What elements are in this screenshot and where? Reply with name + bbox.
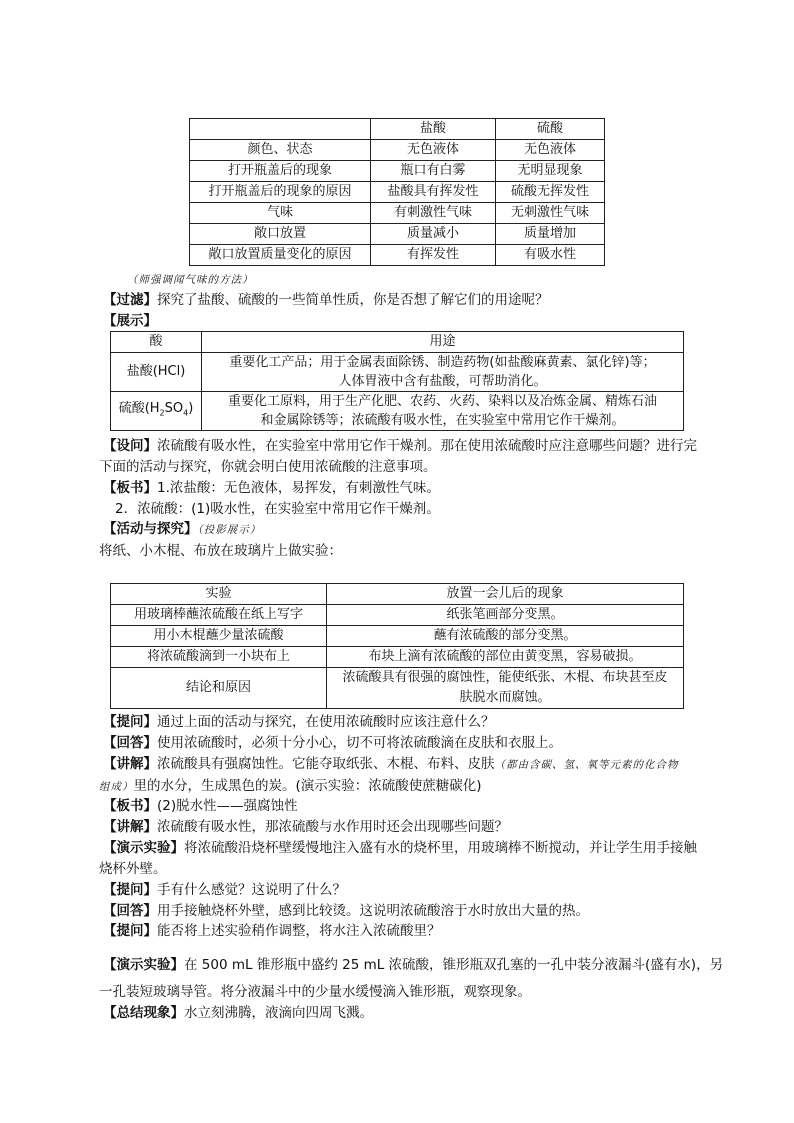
jiangjie1-paragraph [103,754,679,775]
table-cell: 无明显现象 [496,161,605,182]
table-cell: 气味 [190,203,371,224]
table-cell: 有挥发性 [371,245,496,266]
table-cell: 用小木棍蘸少量浓硫酸 [111,626,327,647]
table3-header-phenomenon: 放置一会儿后的现象 [327,584,684,605]
table-row [190,161,605,182]
table-cell: 瓶口有白雾 [371,161,496,182]
jiangjie-text: 浓硫酸具有强腐蚀性。它能夺取纸张、木棍、布料、皮肤 [157,756,495,772]
table3-header-experiment: 实验 [111,584,327,605]
yanshi-text: 在 500 mL 锥形瓶中盛约 25 mL 浓硫酸，锥形瓶双孔塞的一孔中装分液漏斗(盛有水)，另 [184,957,724,973]
table-cell [202,353,684,392]
acid-name: SO [164,400,184,416]
jiangjie-tag: 【讲解】 [103,819,157,835]
zongjie-paragraph [103,1003,373,1023]
zongjie-text: 水立刻沸腾，液滴向四周飞溅。 [184,1005,373,1021]
tiwen-tag: 【提问】 [103,882,157,898]
table1-header-hcl: 盐酸 [371,119,496,140]
table-row [190,140,605,161]
jiangjie-text: 浓硫酸有吸水性，那浓硫酸与水作用时还会出现哪些问题？ [157,819,508,835]
banshu-tag: 【板书】 [103,798,157,814]
guolv-text: 探究了盐酸、硫酸的一些简单性质，你是否想了解它们的用途呢？ [157,292,549,308]
sheju-paragraph [103,436,697,456]
zhanshi-paragraph [103,311,157,331]
yanshi1-text-2: 烧杯外壁。 [99,861,167,877]
table-row [190,182,605,203]
tiwen-text: 手有什么感觉？这说明了什么？ [157,882,346,898]
table-row [190,224,605,245]
table-cell [327,668,684,709]
table-row [190,245,605,266]
table-cell: 颜色、状态 [190,140,371,161]
jiangjie-text-2: 里的水分，生成黑色的炭。(演示实验：浓硫酸使蔗糖碳化) [133,778,482,794]
use-text: 重要化工产品；用于金属表面除锈、制造药物(如盐酸麻黄素、氯化锌)等； [229,355,656,370]
acid-name: 硫酸(H [118,400,160,416]
table-cell: 用玻璃棒蘸浓硫酸在纸上写字 [111,605,327,626]
yanshi1-paragraph [103,838,697,858]
jiangjie-tag: 【讲解】 [103,756,157,772]
table2-header-use: 用途 [202,332,684,353]
table-row [111,626,684,647]
zongjie-tag: 【总结现象】 [103,1005,184,1021]
table-cell: 质量减小 [371,224,496,245]
subscript: 4 [183,408,189,418]
yanshi2-text-2: 一孔装短玻璃导管。将分液漏斗中的少量水缓慢滴入锥形瓶，观察现象。 [99,984,531,1000]
jiangjie-note-2: 组成） [99,781,134,793]
table-cell: 硫酸无挥发性 [496,182,605,203]
yanshi-text: 将浓硫酸沿烧杯壁缓慢地注入盛有水的烧杯里，用玻璃棒不断搅动，并让学生用手接触 [184,840,697,856]
tiwen-text: 能否将上述实验稍作调整，将水注入浓硫酸里？ [157,923,441,939]
table-cell: 有吸水性 [496,245,605,266]
table2-header-acid: 酸 [111,332,202,353]
guolv-tag: 【过滤】 [103,292,157,308]
sheju-text: 浓硫酸有吸水性，在实验室中常用它作干燥剂。那在使用浓硫酸时应注意哪些问题？进行完 [157,438,697,454]
table-row [111,392,684,431]
conclusion-text: 肤脱水而腐蚀。 [459,690,551,705]
table-cell: 布块上滴有浓硫酸的部位由黄变黑，容易破损。 [327,647,684,668]
table1-header-blank [190,119,371,140]
table-cell: 打开瓶盖后的现象 [190,161,371,182]
tiwen-tag: 【提问】 [103,923,157,939]
banshu2-paragraph [103,796,298,816]
teacher-note: （师强调闻气味的方法） [127,274,254,286]
sheju-tag: 【设问】 [103,438,157,454]
use-text: 人体胃液中含有盐酸，可帮助消化。 [338,374,547,389]
guolv-paragraph [103,290,549,310]
table1-header-h2so4: 硫酸 [496,119,605,140]
table-cell: 敞口放置 [190,224,371,245]
table-row [111,353,684,392]
table-row [111,647,684,668]
jiangjie1-line2 [99,776,482,797]
tiwen2-paragraph [103,880,346,900]
table-row [190,203,605,224]
zhanshi-tag: 【展示】 [103,313,157,329]
uses-table [110,331,684,431]
huida-text: 用手接触烧杯外壁，感到比较烫。这说明浓硫酸溶于水时放出大量的热。 [157,903,589,919]
table-cell: 有刺激性气味 [371,203,496,224]
huodong-tag: 【活动与探究】 [103,521,198,537]
tiwen-tag: 【提问】 [103,714,157,730]
table-cell: 打开瓶盖后的现象的原因 [190,182,371,203]
huida-tag: 【回答】 [103,735,157,751]
experiment-table [110,583,684,709]
table-cell [111,392,202,431]
tiwen-text: 通过上面的活动与探究，在使用浓硫酸时应该注意什么？ [157,714,495,730]
banshu1b-text: 2．浓硫酸：(1)吸水性，在实验室中常用它作干燥剂。 [115,501,440,517]
comparison-table [189,118,605,266]
table-cell [202,392,684,431]
huodong-note: （投影展示） [197,524,262,536]
table-cell: 将浓硫酸滴到一小块布上 [111,647,327,668]
conclusion-text: 浓硫酸具有很强的腐蚀性，能使纸张、木棍、布块甚至皮 [342,670,668,685]
jiangjie-note: （都由含碳、氢、氧等元素的化合物 [494,759,679,771]
tiwen1-paragraph [103,712,495,732]
tiwen3-paragraph [103,921,441,941]
jiangjie2-paragraph [103,817,508,837]
table-cell: 盐酸具有挥发性 [371,182,496,203]
yanshi2-paragraph [103,955,723,975]
huida-text: 使用浓硫酸时，必须十分小心，切不可将浓硫酸滴在皮肤和衣服上。 [157,735,562,751]
table-cell: 结论和原因 [111,668,327,709]
table-cell: 无色液体 [371,140,496,161]
huida2-paragraph [103,901,589,921]
banshu-tag: 【板书】 [103,480,157,496]
use-text: 重要化工原料，用于生产化肥、农药、火药、染料以及冶炼金属、精炼石油 [227,394,657,409]
table-cell: 无刺激性气味 [496,203,605,224]
table-cell: 无色液体 [496,140,605,161]
huida-tag: 【回答】 [103,903,157,919]
table-cell: 敞口放置质量变化的原因 [190,245,371,266]
huodong-text: 将纸、小木棍、布放在玻璃片上做实验： [99,543,342,559]
yanshi-tag: 【演示实验】 [103,840,184,856]
huodong-paragraph [103,519,261,540]
table-cell: 质量增加 [496,224,605,245]
banshu1-paragraph [103,478,440,498]
table-cell: 纸张笔画部分变黑。 [327,605,684,626]
table-cell: 盐酸(HCl) [111,353,202,392]
subscript: 2 [159,408,165,418]
acid-name: ) [188,400,194,416]
banshu-text: 1.浓盐酸：无色液体，易挥发，有刺激性气味。 [157,480,440,496]
use-text: 和金属除锈等；浓硫酸有吸水性，在实验室中常用它作干燥剂。 [260,413,625,428]
sheju-text-2: 下面的活动与探究，你就会明白使用浓硫酸的注意事项。 [99,459,437,475]
table-cell: 蘸有浓硫酸的部分变黑。 [327,626,684,647]
banshu-text: (2)脱水性——强腐蚀性 [157,798,298,814]
table-row [111,605,684,626]
huida1-paragraph [103,733,562,753]
yanshi-tag: 【演示实验】 [103,957,184,973]
table-row [111,668,684,709]
